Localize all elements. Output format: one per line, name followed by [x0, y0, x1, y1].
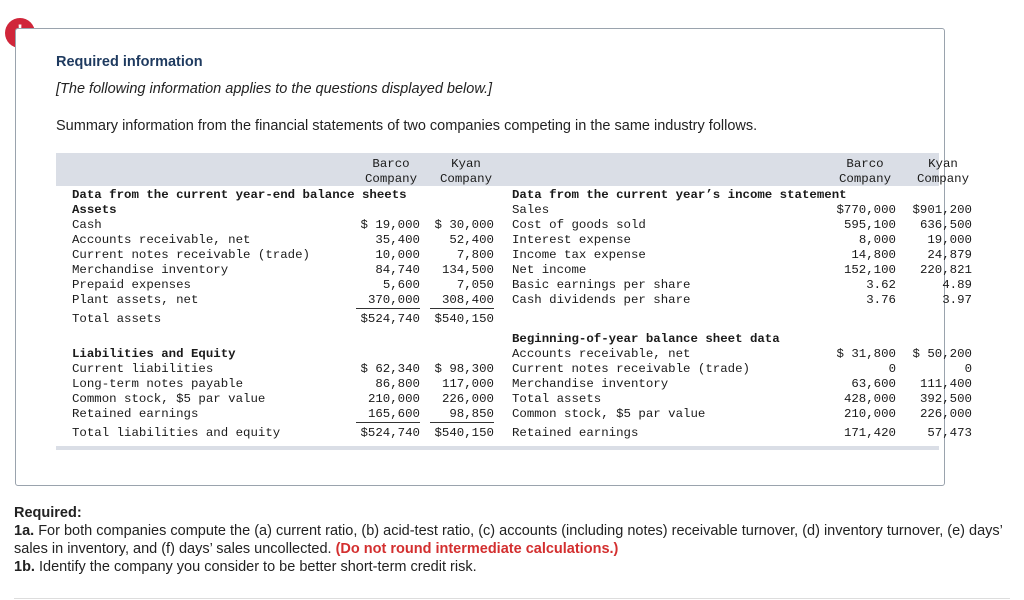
income-label: Basic earnings per share: [512, 278, 691, 292]
income-heading: Data from the current year’s income statement: [512, 188, 847, 202]
assets-label: Assets: [72, 203, 117, 217]
asset-barco: 5,600: [382, 278, 420, 292]
beginning-label: Current notes receivable (trade): [512, 362, 750, 376]
asset-kyan: 7,050: [456, 278, 494, 292]
beginning-kyan: 57,473: [927, 426, 972, 440]
income-kyan: 220,821: [919, 263, 972, 277]
income-barco: 8,000: [858, 233, 896, 247]
income-label: Net income: [512, 263, 587, 277]
question-1a: [14, 522, 1004, 558]
footer-divider: [14, 598, 1010, 599]
asset-barco: $ 19,000: [360, 218, 420, 232]
question-1b-number: 1b.: [14, 559, 35, 575]
income-label: Income tax expense: [512, 248, 646, 262]
beginning-kyan: 0: [964, 362, 972, 376]
question-1a-text: For both companies compute the (a) current ratio, (b) acid-test ratio, (c) accounts (including notes) receivable turnover, (d) inventory turnover, (e) days’ sales in inventory, and (f) days’ sales uncollected.: [14, 523, 1003, 557]
liability-label: Common stock, $5 par value: [72, 392, 266, 406]
total-assets-label: Total assets: [72, 312, 162, 326]
section-title: Required information: [56, 54, 203, 70]
summary-text: Summary information from the financial statements of two companies competing in the same industry follows.: [56, 118, 758, 134]
liability-label: Retained earnings: [72, 407, 199, 421]
beginning-barco: 210,000: [843, 407, 896, 421]
asset-kyan: $ 30,000: [434, 218, 494, 232]
total-assets-barco: $524,740: [360, 312, 420, 326]
total-assets-kyan: $540,150: [434, 312, 494, 326]
beginning-barco: 171,420: [843, 426, 896, 440]
footer-shade: [56, 446, 939, 450]
income-kyan: 19,000: [927, 233, 972, 247]
liability-kyan: 226,000: [441, 392, 494, 406]
income-barco: 152,100: [843, 263, 896, 277]
liability-label: Long-term notes payable: [72, 377, 244, 391]
asset-label: Plant assets, net: [72, 293, 199, 307]
total-liabilities-kyan: $540,150: [434, 426, 494, 440]
liability-label: Current liabilities: [72, 362, 214, 376]
income-kyan: 4.89: [942, 278, 972, 292]
total-liabilities-label: Total liabilities and equity: [72, 426, 281, 440]
col-header-company: Company: [439, 172, 493, 186]
asset-kyan: 308,400: [430, 293, 494, 309]
financial-data-table: [56, 153, 972, 455]
income-label: Interest expense: [512, 233, 631, 247]
beginning-barco: 0: [888, 362, 896, 376]
liability-kyan: 98,850: [430, 407, 494, 423]
question-1b: [14, 558, 1004, 576]
income-kyan: 636,500: [919, 218, 972, 232]
rounding-instruction: (Do not round intermediate calculations.): [335, 541, 619, 557]
asset-kyan: 52,400: [449, 233, 494, 247]
liabilities-label: Liabilities and Equity: [72, 347, 236, 361]
income-barco: 595,100: [843, 218, 896, 232]
col-header-kyan: Kyan: [451, 157, 481, 171]
asset-barco: 84,740: [375, 263, 420, 277]
income-barco: 14,800: [851, 248, 896, 262]
question-1a-number: 1a.: [14, 523, 35, 539]
beginning-label: Total assets: [512, 392, 602, 406]
beginning-label: Merchandise inventory: [512, 377, 669, 391]
beginning-barco: 63,600: [851, 377, 896, 391]
col-header-barco: Barco: [846, 157, 884, 171]
col-header-company: Company: [364, 172, 418, 186]
beginning-kyan: $ 50,200: [912, 347, 972, 361]
beginning-kyan: 226,000: [919, 407, 972, 421]
income-label: Cash dividends per share: [512, 293, 691, 307]
income-label: Cost of goods sold: [512, 218, 646, 232]
beginning-label: Retained earnings: [512, 426, 639, 440]
income-label: Sales: [512, 203, 550, 217]
asset-kyan: 134,500: [441, 263, 494, 277]
question-1b-text: Identify the company you consider to be better short-term credit risk.: [38, 559, 477, 575]
asset-barco: 370,000: [356, 293, 420, 309]
asset-kyan: 7,800: [456, 248, 494, 262]
liability-kyan: $ 98,300: [434, 362, 494, 376]
beginning-barco: 428,000: [843, 392, 896, 406]
col-header-company: Company: [838, 172, 892, 186]
beginning-kyan: 392,500: [919, 392, 972, 406]
context-note: [The following information applies to the questions displayed below.]: [56, 81, 493, 97]
liability-barco: 86,800: [375, 377, 420, 391]
income-barco: 3.76: [866, 293, 896, 307]
total-liabilities-barco: $524,740: [360, 426, 420, 440]
liability-barco: 165,600: [356, 407, 420, 423]
asset-barco: 10,000: [375, 248, 420, 262]
income-kyan: 3.97: [942, 293, 972, 307]
asset-label: Merchandise inventory: [72, 263, 229, 277]
income-barco: 3.62: [866, 278, 896, 292]
asset-label: Current notes receivable (trade): [72, 248, 310, 262]
required-heading: Required:: [14, 505, 82, 521]
asset-label: Accounts receivable, net: [72, 233, 251, 247]
col-header-barco: Barco: [372, 157, 410, 171]
asset-barco: 35,400: [375, 233, 420, 247]
asset-label: Cash: [72, 218, 102, 232]
beginning-kyan: 111,400: [919, 377, 972, 391]
asset-label: Prepaid expenses: [72, 278, 191, 292]
beginning-barco: $ 31,800: [836, 347, 896, 361]
required-section: [14, 504, 1004, 576]
beginning-label: Accounts receivable, net: [512, 347, 691, 361]
beginning-label: Common stock, $5 par value: [512, 407, 706, 421]
balance-heading: Data from the current year-end balance sheets: [72, 188, 407, 202]
income-kyan: $901,200: [912, 203, 972, 217]
income-barco: $770,000: [836, 203, 896, 217]
beginning-heading: Beginning-of-year balance sheet data: [512, 332, 780, 346]
col-header-company: Company: [916, 172, 970, 186]
info-panel: [15, 28, 972, 486]
liability-kyan: 117,000: [441, 377, 494, 391]
income-kyan: 24,879: [927, 248, 972, 262]
col-header-kyan: Kyan: [928, 157, 958, 171]
liability-barco: $ 62,340: [360, 362, 420, 376]
liability-barco: 210,000: [367, 392, 420, 406]
